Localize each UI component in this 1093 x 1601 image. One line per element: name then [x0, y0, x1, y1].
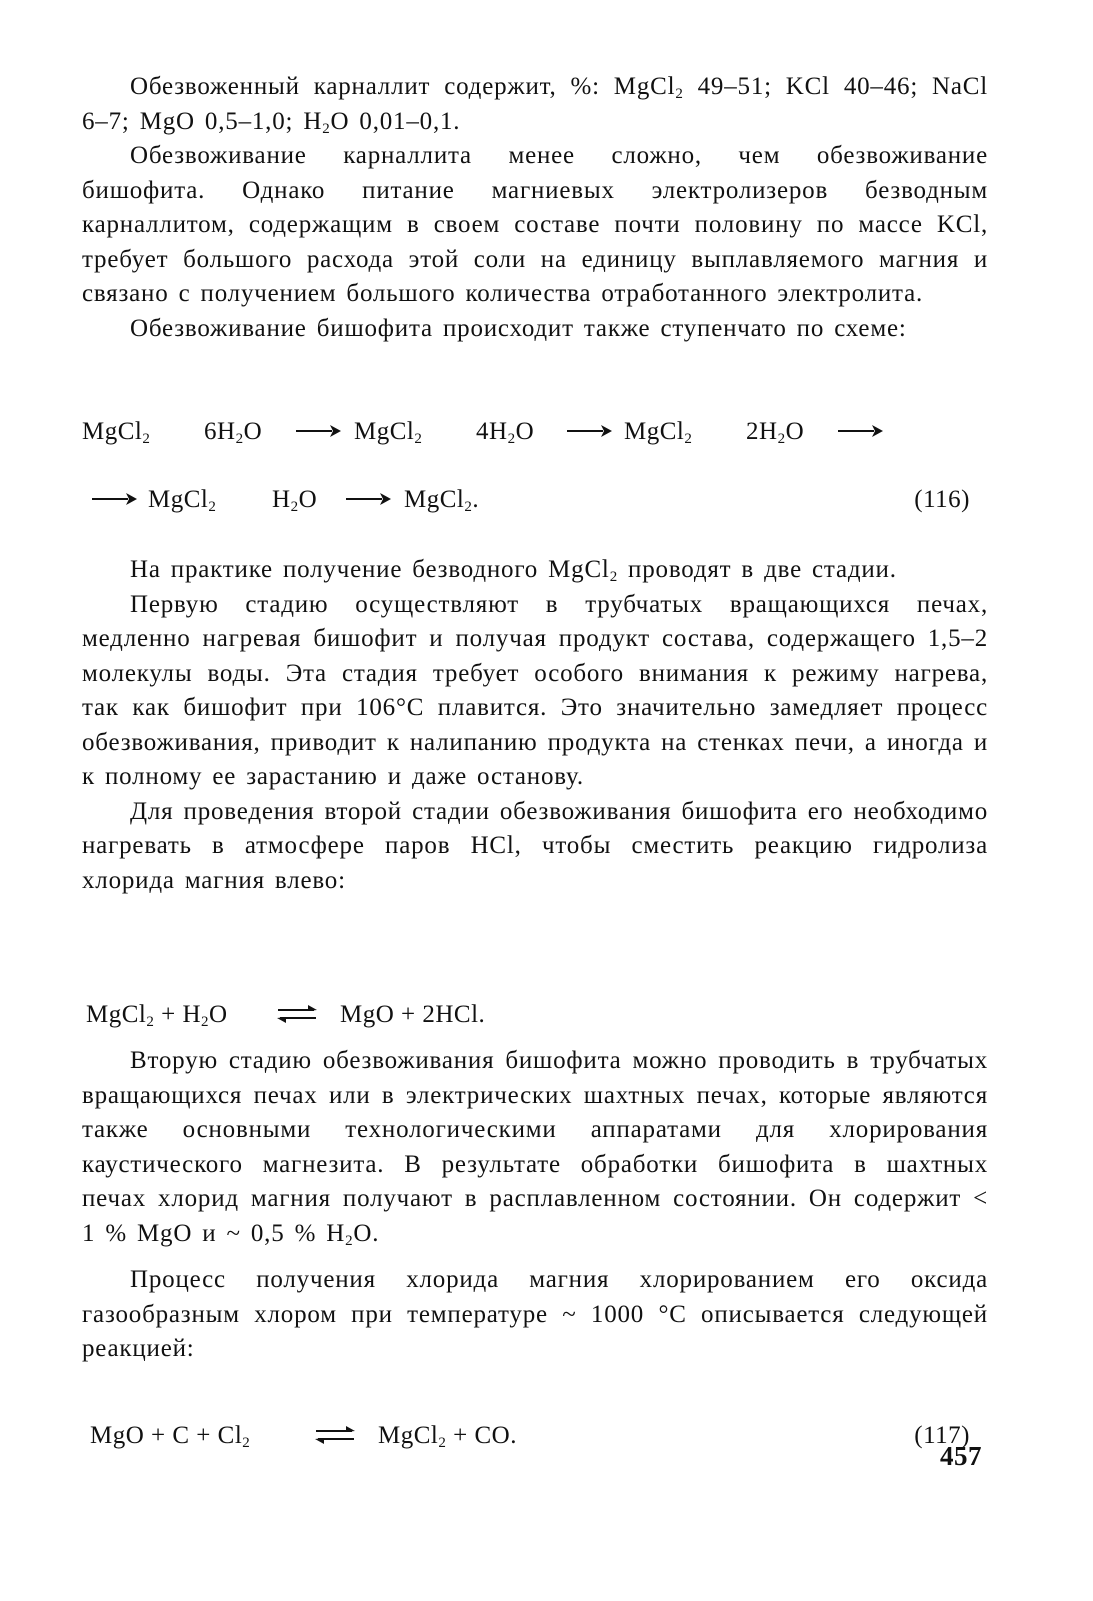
paragraph-stepwise-scheme: Обезвоживание бишофита происходит также ступенчато по схеме: — [130, 314, 907, 342]
equation-116-line-2: MgCl$_2$ $H_2O$ MgCl$_2$. (116) — [82, 482, 988, 518]
equation-116-line-1: MgCl$_2$ $6H_2O$ MgCl$_2$ $4H_2O$ MgCl$_2$ $2H_2O$ — [82, 414, 988, 450]
paragraph-second-stage: Для проведения второй стадии обезвоживания бишофита его необходимо нагревать в атмосфере паров HCl, чтобы сместить реакцию гидролиза хлорида магния влево: — [82, 797, 988, 894]
equation-number: (116) — [914, 486, 970, 513]
paragraph-shaft-furnaces: Вторую стадию обезвоживания бишофита можно проводить в трубчатых вращающихся печах или в электрических шахтных печах, которые являются также основными технологическими аппаратами для хлорирования каустического магнезита. В результате обработки бишофита в шахтных печах хлорид магния получают в расплавленном состоянии. Он содержит < 1 % MgO и ~ 0,5 % $H_2O$. — [82, 1047, 988, 1249]
equilibrium-arrow-icon — [276, 1001, 318, 1027]
text-block-top — [82, 70, 988, 346]
equilibrium-arrow-icon — [314, 1422, 356, 1448]
paragraph-dehydrated-carnallite: Обезвоженный карналлит содержит, %: MgCl$_2$ 49–51; KCl 40–46; NaCl 6–7; MgO 0,5–1,0; $H_2O$ 0,01–0,1. — [82, 73, 988, 137]
page-number: 457 — [940, 1441, 982, 1471]
reaction-arrow-icon — [836, 420, 884, 442]
reaction-arrow-icon — [565, 420, 613, 442]
equation-hydrolysis: MgCl$_2$ + $H_2O$ MgO + 2HCl. — [86, 1001, 486, 1030]
equation-117: MgO + $C + Cl_2$ MgCl$_2$ + CO. (117) — [82, 1418, 988, 1454]
reaction-arrow-icon — [344, 488, 392, 510]
text-block-bottom — [82, 1044, 988, 1367]
paragraph-carnallite-vs-bischofite: Обезвоживание карналлита менее сложно, чем обезвоживание бишофита. Однако питание магниевых электролизеров безводным карналлитом, содержащим в своем составе почти половину по массе KCl, требует большого расхода этой соли на единицу выплавляемого магния и связано с получением большого количества отработанного электролита. — [82, 142, 988, 307]
paragraph-two-stages: На практике получение безводного MgCl$_2$ проводят в две стадии. — [130, 556, 897, 585]
reaction-arrow-icon — [294, 420, 342, 442]
paragraph-first-stage: Первую стадию осуществляют в трубчатых вращающихся печах, медленно нагревая бишофит и получая продукт состава, содержащего 1,5–2 молекулы воды. Эта стадия требует особого внимания к режиму нагрева, так как бишофит при 106°C плавится. Это значительно замедляет процесс обезвоживания, приводит к налипанию продукта на стенках печи, а иногда и к полному ее зарастанию и даже останову. — [82, 590, 988, 790]
equation-number: (117) — [914, 1422, 970, 1449]
reaction-arrow-icon — [90, 488, 138, 510]
paragraph-chlorination-process: Процесс получения хлорида магния хлорированием его оксида газообразным хлором при температуре ~ 1000 °C описывается следующей реакцией: — [82, 1266, 988, 1362]
text-block-middle — [82, 553, 988, 898]
